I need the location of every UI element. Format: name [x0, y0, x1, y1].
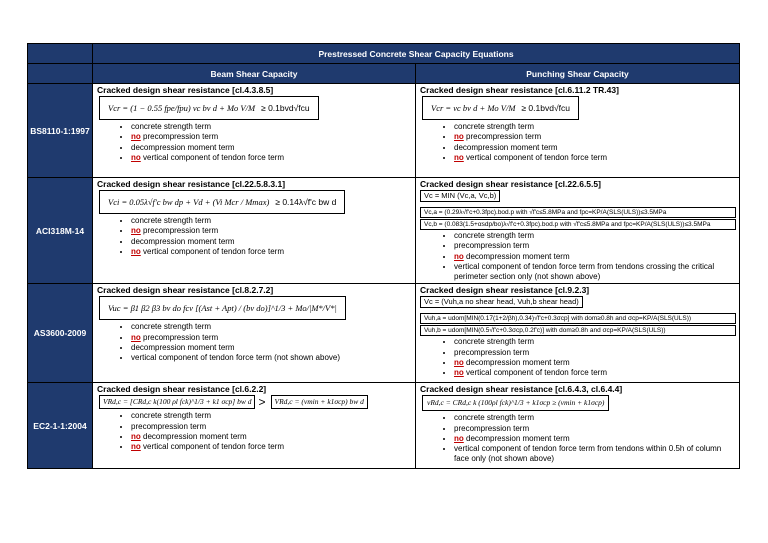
- term-item: [131, 353, 412, 363]
- column-header-row: [28, 64, 740, 84]
- row-ec2: [28, 383, 740, 469]
- punch-cell: [416, 178, 740, 284]
- code-label: EC2-1-1:2004: [28, 383, 93, 469]
- beam-cell: [93, 84, 416, 178]
- term-item: [454, 368, 736, 378]
- term-text: decompression moment term: [466, 357, 570, 367]
- term-text: concrete strength term: [454, 231, 535, 241]
- term-text: concrete strength term: [131, 411, 212, 421]
- formula-limit: ≥ 0.14λ√f'c bw d: [275, 197, 337, 207]
- term-item: [131, 343, 412, 353]
- formula-line: Vc = MIN (Vc,a, Vc,b): [420, 190, 500, 202]
- term-item: [454, 434, 736, 444]
- beam-column-header: Beam Shear Capacity: [93, 64, 416, 84]
- term-item: [454, 143, 736, 153]
- cell-title: Cracked design shear resistance [cl.8.2.7.2]: [97, 285, 274, 296]
- no-marker: no: [454, 152, 464, 162]
- term-text: decompression moment term: [454, 142, 558, 152]
- term-item: [131, 122, 412, 132]
- formula-box: [422, 96, 579, 120]
- formula: VRd,c = [CRd,c k(100 ρl fck)^1/3 + k1 σcp] bw d: [103, 397, 252, 407]
- formula-line: Vuh,a = udom[MIN(0.17(1+2/βh),0.34)√f'c+0.3σcp] with dom≥0.8h and σcp=KP/A(SLS(ULS)): [420, 313, 736, 324]
- term-item: [454, 262, 736, 282]
- punch-cell: [416, 84, 740, 178]
- term-text: vertical component of tendon force term: [143, 152, 284, 162]
- corner-cell: [28, 44, 93, 64]
- term-item: [454, 122, 736, 132]
- cell-title: Cracked design shear resistance [cl.4.3.8.5]: [97, 85, 274, 95]
- cell-title: Cracked design shear resistance [cl.9.2.3]: [420, 285, 590, 296]
- term-item: [131, 422, 412, 432]
- formula-limit: ≥ 0.1bvd√fcu: [521, 103, 570, 113]
- term-item: [131, 216, 412, 226]
- term-list: [97, 122, 412, 163]
- term-item: [131, 132, 412, 142]
- formula-min: VRd,c = (vmin + k1σcp) bw d: [274, 397, 364, 407]
- term-text: precompression term: [454, 241, 530, 251]
- corner-cell-2: [28, 64, 93, 84]
- formula-box: [99, 190, 345, 214]
- term-item: [454, 241, 736, 251]
- term-list: [97, 322, 412, 363]
- punch-cell: [416, 383, 740, 469]
- term-item: [454, 424, 736, 434]
- term-item: [454, 413, 736, 423]
- formula-line: Vc,b = (0.083(1.5+αsdp/bo)λ√f'c+0.3fpc).bod.p with √f'c≤5.8MPa and fpc=KP/A(SLS(ULS))≤3.5MPa: [420, 219, 736, 230]
- term-text: concrete strength term: [131, 322, 212, 332]
- no-marker: no: [454, 433, 464, 443]
- formula-limit: ≥ 0.1bvd√fcu: [261, 103, 310, 113]
- term-text: vertical component of tendon force term: [466, 152, 607, 162]
- cell-title: Cracked design shear resistance [cl.6.4.3, cl.6.4.4]: [420, 384, 623, 395]
- term-item: [131, 322, 412, 332]
- term-text: precompression term: [466, 132, 542, 142]
- term-text: decompression moment term: [131, 236, 235, 246]
- term-item: [131, 432, 412, 442]
- cell-title: Cracked design shear resistance [cl.22.5.8.3.1]: [97, 179, 286, 189]
- punch-cell: [416, 284, 740, 383]
- cell-title: Cracked design shear resistance [cl.6.2.2]: [97, 384, 267, 395]
- main-title: Prestressed Concrete Shear Capacity Equations: [93, 44, 740, 64]
- title-row: [28, 44, 740, 64]
- formula-box: [99, 296, 346, 320]
- shear-capacity-table: [27, 43, 740, 469]
- no-marker: no: [454, 368, 464, 378]
- row-aci318: [28, 178, 740, 284]
- term-text: precompression term: [454, 347, 530, 357]
- formula-line: Vuh,b = udom[MIN(0.5√f'c+0.3σcp,0.2f'c)] with dom≥0.8h and σcp=KP/A(SLS(ULS)): [420, 325, 736, 336]
- no-marker: no: [131, 152, 141, 162]
- row-as3600: [28, 284, 740, 383]
- term-text: decompression moment term: [466, 433, 570, 443]
- term-text: decompression moment term: [466, 251, 570, 261]
- term-text: concrete strength term: [454, 337, 535, 347]
- term-item: [454, 252, 736, 262]
- term-list: [420, 413, 736, 464]
- no-marker: no: [131, 332, 141, 342]
- term-text: vertical component of tendon force term (not shown above): [131, 353, 340, 363]
- no-marker: no: [454, 357, 464, 367]
- term-text: decompression moment term: [131, 342, 235, 352]
- term-text: vertical component of tendon force term: [143, 246, 284, 256]
- formula: Vcr = (1 − 0.55 fpe/fpu) vc bv d + Mo V/M: [108, 103, 256, 113]
- comparison-sign: >: [258, 395, 266, 409]
- formula-line: Vc = (Vuh,a no shear head, Vuh,b shear head): [420, 296, 583, 308]
- no-marker: no: [131, 431, 141, 441]
- formula-box: [271, 395, 368, 409]
- term-text: precompression term: [131, 421, 207, 431]
- formula-box: [422, 395, 609, 411]
- term-list: [420, 231, 736, 282]
- beam-cell: [93, 383, 416, 469]
- term-item: [454, 132, 736, 142]
- term-list: [420, 122, 736, 163]
- term-text: concrete strength term: [131, 216, 212, 226]
- term-item: [131, 153, 412, 163]
- term-text: decompression moment term: [143, 431, 247, 441]
- no-marker: no: [131, 246, 141, 256]
- no-marker: no: [454, 132, 464, 142]
- term-text: precompression term: [143, 132, 219, 142]
- formula: Vcr = vc bv d + Mo V/M: [431, 103, 516, 113]
- cell-title: Cracked design shear resistance [cl.22.6.5.5]: [420, 179, 601, 189]
- code-label: ACI318M-14: [28, 178, 93, 284]
- term-list: [420, 337, 736, 378]
- code-label: BS8110-1:1997: [28, 84, 93, 178]
- formula-box: [99, 395, 255, 409]
- no-marker: no: [454, 251, 464, 261]
- formula: Vci = 0.05λ√f'c bw dp + Vd + (Vi Mcr / Mmax): [108, 197, 270, 207]
- formula-box: [99, 96, 319, 120]
- row-bs8110: [28, 84, 740, 178]
- term-list: [97, 411, 412, 452]
- term-item: [131, 143, 412, 153]
- cell-title: Cracked design shear resistance [cl.6.11.2 TR.43]: [420, 85, 619, 95]
- no-marker: no: [131, 226, 141, 236]
- term-item: [454, 153, 736, 163]
- term-text: precompression term: [454, 423, 530, 433]
- term-text: concrete strength term: [131, 122, 212, 132]
- term-item: [131, 411, 412, 421]
- formula: Vuc = β1 β2 β3 bv do fcv [(Ast + Apt) / (bv do)]^1/3 + Mo/|M*/V*|: [108, 303, 337, 314]
- term-text: precompression term: [143, 226, 219, 236]
- term-text: vertical component of tendon force term from tendons within 0.5h of column face only (not shown above): [454, 444, 722, 464]
- term-item: [454, 358, 736, 368]
- term-item: [454, 337, 736, 347]
- no-marker: no: [131, 442, 141, 452]
- formula-group: [97, 394, 412, 411]
- beam-cell: [93, 284, 416, 383]
- term-item: [131, 247, 412, 257]
- term-text: vertical component of tendon force term from tendons crossing the critical perimeter section only (not shown above): [454, 261, 715, 282]
- term-item: [131, 226, 412, 236]
- term-text: precompression term: [143, 332, 219, 342]
- term-text: concrete strength term: [454, 122, 535, 132]
- formula: vRd,c = CRd,c k (100ρl fck)^1/3 + k1σcp ≥ (vmin + k1σcp): [427, 398, 605, 408]
- term-item: [131, 237, 412, 247]
- term-item: [454, 348, 736, 358]
- term-text: concrete strength term: [454, 413, 535, 423]
- punch-column-header: Punching Shear Capacity: [416, 64, 740, 84]
- term-item: [454, 231, 736, 241]
- no-marker: no: [131, 132, 141, 142]
- beam-cell: [93, 178, 416, 284]
- term-item: [131, 442, 412, 452]
- term-text: vertical component of tendon force term: [143, 442, 284, 452]
- term-list: [97, 216, 412, 257]
- formula-line: Vc,a = (0.29λ√f'c+0.3fpc).bod.p with √f'c≤5.8MPa and fpc=KP/A(SLS(ULS))≤3.5MPa: [420, 207, 736, 218]
- term-item: [131, 333, 412, 343]
- term-item: [454, 444, 736, 464]
- code-label: AS3600-2009: [28, 284, 93, 383]
- term-text: vertical component of tendon force term: [466, 368, 607, 378]
- term-text: decompression moment term: [131, 142, 235, 152]
